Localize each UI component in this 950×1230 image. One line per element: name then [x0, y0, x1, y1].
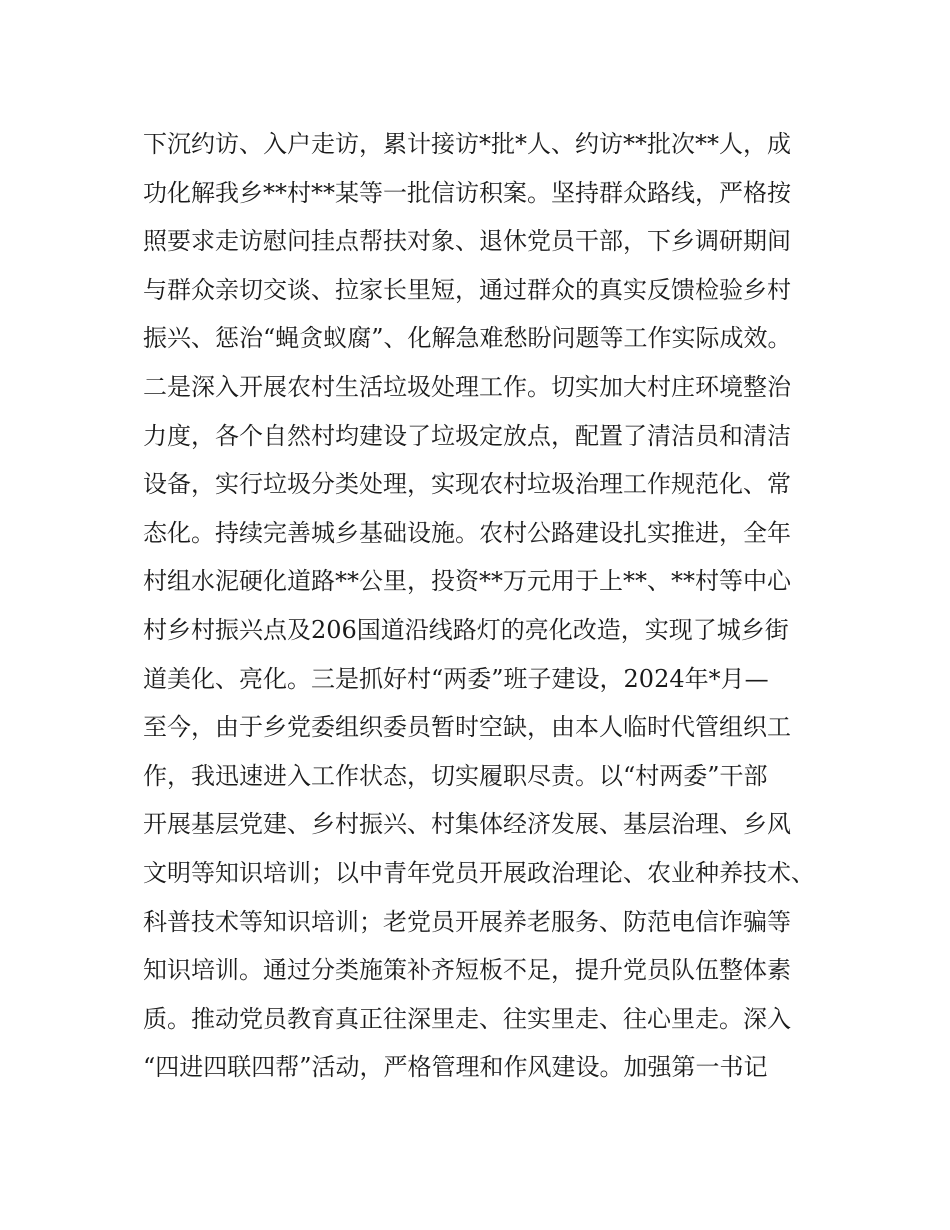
text-line-12: 道美化、亮化。三是抓好村“两委”班子建设，2024年*月—	[143, 664, 769, 693]
text-line-14: 作，我迅速进入工作状态，切实履职尽责。以“村两委”干部	[143, 761, 768, 790]
text-line-9: 态化。持续完善城乡基础设施。农村公路建设扎实推进，全年	[143, 518, 791, 547]
text-line-13: 至今，由于乡党委组织委员暂时空缺，由本人临时代管组织工	[143, 713, 791, 742]
text-line-2: 功化解我乡**村**某等一批信访积案。坚持群众路线，严格按	[143, 178, 791, 207]
text-line-8: 设备，实行垃圾分类处理，实现农村垃圾治理工作规范化、常	[143, 470, 791, 499]
text-line-3: 照要求走访慰问挂点帮扶对象、退休党员干部，下乡调研期间	[143, 227, 791, 256]
text-line-16: 文明等知识培训；以中青年党员开展政治理论、农业种养技术、	[143, 858, 815, 887]
text-line-10: 村组水泥硬化道路**公里，投资**万元用于上**、**村等中心	[143, 567, 791, 596]
text-line-7: 力度，各个自然村均建设了垃圾定放点，配置了清洁员和清洁	[143, 421, 791, 450]
text-line-5: 振兴、惩治“蝇贪蚁腐”、化解急难愁盼问题等工作实际成效。	[143, 324, 792, 353]
body-text	[143, 120, 833, 1092]
text-line-4: 与群众亲切交谈、拉家长里短，通过群众的真实反馈检验乡村	[143, 275, 791, 304]
text-line-15: 开展基层党建、乡村振兴、村集体经济发展、基层治理、乡风	[143, 810, 791, 839]
text-line-20: “四进四联四帮”活动，严格管理和作风建设。加强第一书记	[143, 1053, 768, 1082]
text-line-11: 村乡村振兴点及206国道沿线路灯的亮化改造，实现了城乡街	[143, 615, 789, 644]
text-line-19: 质。推动党员教育真正往深里走、往实里走、往心里走。深入	[143, 1004, 791, 1033]
text-line-17: 科普技术等知识培训；老党员开展养老服务、防范电信诈骗等	[143, 907, 791, 936]
text-line-18: 知识培训。通过分类施策补齐短板不足，提升党员队伍整体素	[143, 956, 791, 985]
text-line-1: 下沉约访、入户走访，累计接访*批*人、约访**批次**人，成	[143, 130, 791, 158]
text-line-6: 二是深入开展农村生活垃圾处理工作。切实加大村庄环境整治	[143, 372, 791, 401]
